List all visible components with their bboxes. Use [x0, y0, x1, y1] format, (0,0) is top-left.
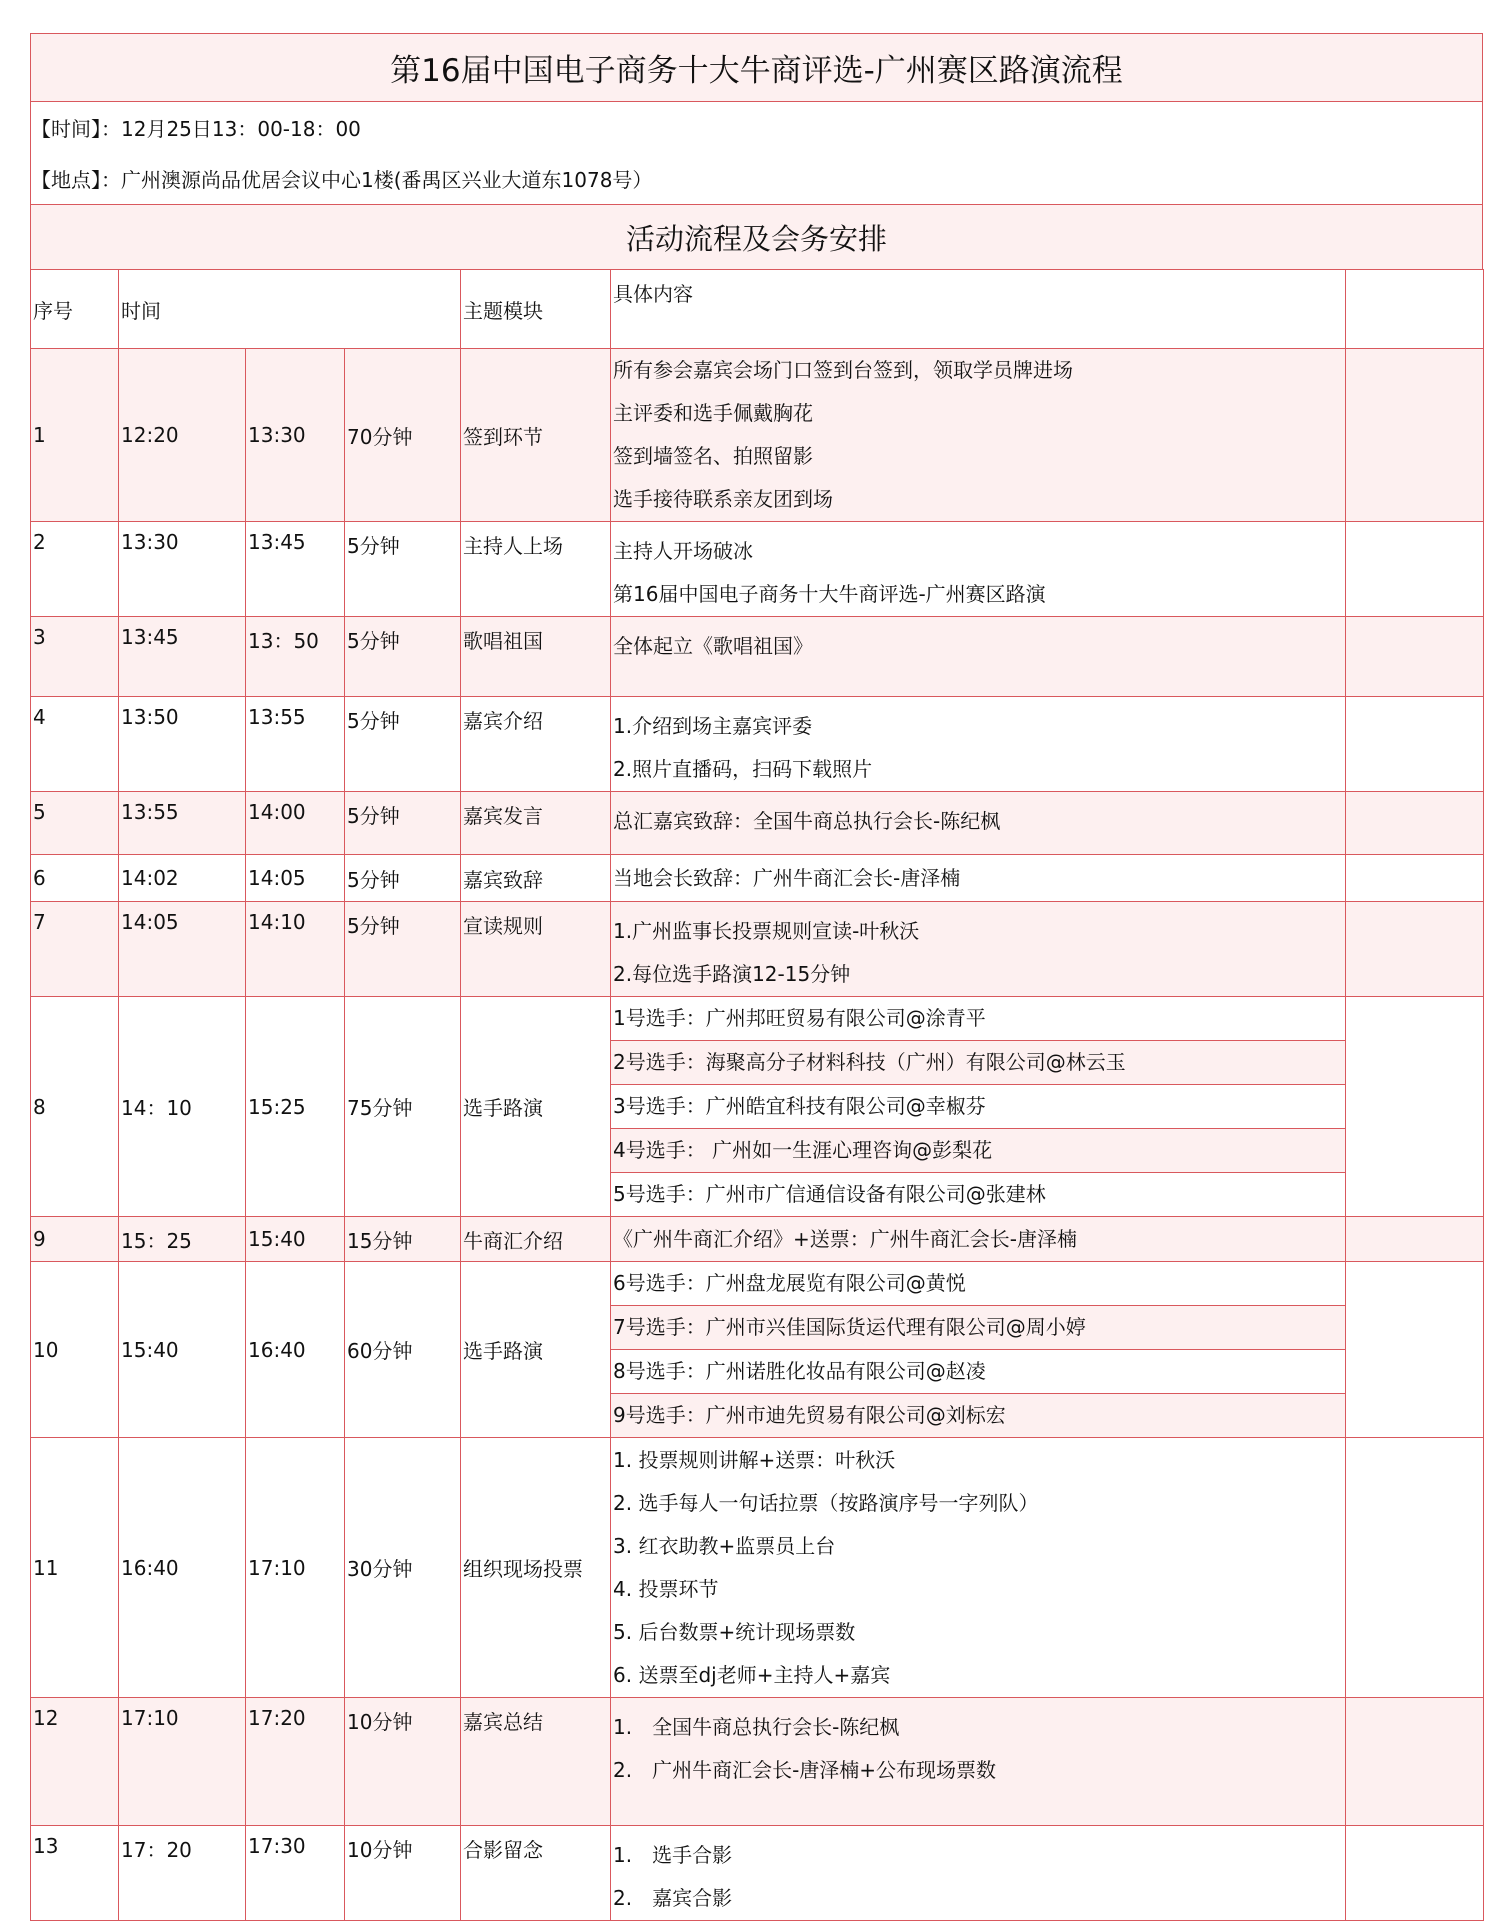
row-end-time: 15:40 [246, 1217, 345, 1262]
header-blank [1346, 270, 1484, 349]
content-line: 5. 后台数票+统计现场票数 [613, 1619, 856, 1644]
content-line: 主持人开场破冰 [613, 539, 753, 563]
row-module: 选手路演 [461, 1262, 611, 1438]
content-line: 1. 投票规则讲解+送票：叶秋沃 [613, 1447, 896, 1472]
row-seq: 7 [31, 902, 119, 997]
row-blank [1346, 1438, 1484, 1698]
time-label: 【时间】： [31, 117, 121, 141]
table-row [31, 697, 1484, 792]
row-duration: 75分钟 [345, 997, 461, 1217]
header-time: 时间 [119, 270, 461, 349]
row-duration: 5分钟 [345, 855, 461, 902]
content-line: 选手接待联系亲友团到场 [613, 487, 833, 511]
table-row [31, 617, 1484, 697]
row-seq: 12 [31, 1698, 119, 1826]
row-start-time: 14:05 [119, 902, 246, 997]
row-module: 合影留念 [461, 1826, 611, 1921]
content-line: 8号选手：广州诺胜化妆品有限公司@赵凌 [611, 1350, 1345, 1394]
row-module: 牛商汇介绍 [461, 1217, 611, 1262]
content-line: 主评委和选手佩戴胸花 [613, 401, 813, 425]
content-lines [613, 857, 1343, 900]
row-seq: 11 [31, 1438, 119, 1698]
location-label: 【地点】： [31, 168, 121, 192]
row-blank [1346, 792, 1484, 855]
row-content [611, 1438, 1346, 1698]
content-line: 当地会长致辞：广州牛商汇会长-唐泽楠 [613, 865, 961, 890]
content-line: 总汇嘉宾致辞：全国牛商总执行会长-陈纪枫 [613, 809, 1001, 833]
row-duration: 70分钟 [345, 349, 461, 522]
section-title: 活动流程及会务安排 [30, 204, 1483, 269]
content-lines [613, 1439, 1343, 1697]
row-duration: 60分钟 [345, 1262, 461, 1438]
row-seq: 2 [31, 522, 119, 617]
row-end-time: 13:30 [246, 349, 345, 522]
header-content: 具体内容 [611, 270, 1346, 349]
row-module: 主持人上场 [461, 522, 611, 617]
content-line: 2.照片直播码，扫码下载照片 [613, 757, 873, 781]
page-title: 第16届中国电子商务十大牛商评选-广州赛区路演流程 [30, 33, 1483, 101]
content-line: 1. 全国牛商总执行会长-陈纪枫 [613, 1715, 900, 1739]
location-value: 广州澳源尚品优居会议中心1楼(番禺区兴业大道东1078号） [121, 168, 653, 192]
row-start-time: 13:45 [119, 617, 246, 697]
row-seq: 8 [31, 997, 119, 1217]
row-end-time: 17:30 [246, 1826, 345, 1921]
row-seq: 9 [31, 1217, 119, 1262]
row-duration: 5分钟 [345, 792, 461, 855]
content-line: 全体起立《歌唱祖国》 [613, 634, 813, 658]
row-module: 宣读规则 [461, 902, 611, 997]
row-blank [1346, 1262, 1484, 1438]
location-row [30, 153, 1483, 204]
table-row [31, 792, 1484, 855]
row-seq: 6 [31, 855, 119, 902]
row-content [611, 617, 1346, 697]
row-module: 组织现场投票 [461, 1438, 611, 1698]
content-lines [613, 1706, 1343, 1792]
row-module: 嘉宾发言 [461, 792, 611, 855]
row-module: 签到环节 [461, 349, 611, 522]
row-end-time: 17:20 [246, 1698, 345, 1826]
table-row [31, 522, 1484, 617]
row-blank [1346, 997, 1484, 1217]
row-end-time: 14:00 [246, 792, 345, 855]
row-end-time: 13:55 [246, 697, 345, 792]
content-line: 所有参会嘉宾会场门口签到台签到，领取学员牌进场 [613, 358, 1073, 382]
row-end-time: 14:10 [246, 902, 345, 997]
content-line: 签到墙签名、拍照留影 [613, 444, 813, 468]
row-start-time: 15:40 [119, 1262, 246, 1438]
content-lines [613, 1218, 1343, 1261]
row-content [611, 902, 1346, 997]
header-seq: 序号 [31, 270, 119, 349]
row-duration: 5分钟 [345, 522, 461, 617]
table-row [31, 1826, 1484, 1921]
row-module: 嘉宾总结 [461, 1698, 611, 1826]
schedule-table [30, 269, 1484, 1921]
row-start-time: 15：25 [119, 1217, 246, 1262]
content-lines [613, 1834, 1343, 1920]
row-end-time: 16:40 [246, 1262, 345, 1438]
content-lines [613, 625, 1343, 668]
content-line: 9号选手：广州市迪先贸易有限公司@刘标宏 [611, 1394, 1345, 1437]
row-blank [1346, 1826, 1484, 1921]
row-blank [1346, 902, 1484, 997]
row-module: 选手路演 [461, 997, 611, 1217]
header-module: 主题模块 [461, 270, 611, 349]
content-line: 2. 选手每人一句话拉票（按路演序号一字列队） [613, 1490, 1039, 1515]
content-lines [613, 800, 1343, 843]
row-content [611, 997, 1346, 1217]
content-line: 4. 投票环节 [613, 1576, 719, 1601]
row-duration: 5分钟 [345, 697, 461, 792]
row-blank [1346, 349, 1484, 522]
row-start-time: 17:10 [119, 1698, 246, 1826]
row-content [611, 697, 1346, 792]
content-line: 2. 嘉宾合影 [613, 1886, 733, 1910]
row-content [611, 1262, 1346, 1438]
content-line: 5号选手：广州市广信通信设备有限公司@张建林 [613, 1182, 1046, 1206]
row-start-time: 12:20 [119, 349, 246, 522]
content-line: 1. 选手合影 [613, 1843, 733, 1867]
table-row [31, 1217, 1484, 1262]
content-line: 1.介绍到场主嘉宾评委 [613, 714, 813, 738]
content-line: 2号选手：海聚高分子材料科技（广州）有限公司@林云玉 [611, 1041, 1345, 1085]
row-start-time: 13:50 [119, 697, 246, 792]
time-row [30, 101, 1483, 153]
row-end-time: 14:05 [246, 855, 345, 902]
table-row [31, 1262, 1484, 1438]
content-lines [613, 910, 1343, 996]
row-seq: 1 [31, 349, 119, 522]
content-line: 1.广州监事长投票规则宣读-叶秋沃 [613, 919, 920, 943]
row-blank [1346, 1698, 1484, 1826]
row-content [611, 1217, 1346, 1262]
content-line: 7号选手：广州市兴佳国际货运代理有限公司@周小婷 [611, 1306, 1345, 1350]
row-seq: 4 [31, 697, 119, 792]
time-value: 12月25日13：00-18：00 [121, 117, 361, 141]
row-content [611, 349, 1346, 522]
row-start-time: 13:30 [119, 522, 246, 617]
content-line: 4号选手： 广州如一生涯心理咨询@彭梨花 [611, 1129, 1345, 1173]
row-start-time: 14:02 [119, 855, 246, 902]
content-line: 2.每位选手路演12-15分钟 [613, 962, 851, 986]
row-blank [1346, 617, 1484, 697]
row-duration: 10分钟 [345, 1826, 461, 1921]
row-start-time: 16:40 [119, 1438, 246, 1698]
row-end-time: 13：50 [246, 617, 345, 697]
row-module: 嘉宾致辞 [461, 855, 611, 902]
content-lines [613, 705, 1343, 791]
row-start-time: 13:55 [119, 792, 246, 855]
content-line: 3号选手：广州皓宜科技有限公司@幸椒芬 [611, 1085, 1345, 1129]
table-row [31, 1438, 1484, 1698]
row-duration: 5分钟 [345, 902, 461, 997]
table-row [31, 855, 1484, 902]
row-duration: 15分钟 [345, 1217, 461, 1262]
row-duration: 10分钟 [345, 1698, 461, 1826]
content-line: 3. 红衣助教+监票员上台 [613, 1533, 836, 1558]
row-seq: 3 [31, 617, 119, 697]
content-lines [613, 349, 1343, 521]
table-row [31, 997, 1484, 1217]
content-line: 2. 广州牛商汇会长-唐泽楠+公布现场票数 [613, 1758, 997, 1782]
row-duration: 5分钟 [345, 617, 461, 697]
row-content [611, 855, 1346, 902]
row-start-time: 17：20 [119, 1826, 246, 1921]
row-content [611, 1698, 1346, 1826]
row-content [611, 792, 1346, 855]
content-line: 6号选手：广州盘龙展览有限公司@黄悦 [611, 1262, 1345, 1306]
row-seq: 13 [31, 1826, 119, 1921]
row-start-time: 14：10 [119, 997, 246, 1217]
row-end-time: 13:45 [246, 522, 345, 617]
row-blank [1346, 1217, 1484, 1262]
row-end-time: 15:25 [246, 997, 345, 1217]
content-line: 《广州牛商汇介绍》+送票：广州牛商汇会长-唐泽楠 [613, 1226, 1077, 1251]
row-blank [1346, 855, 1484, 902]
row-content [611, 522, 1346, 617]
row-module: 歌唱祖国 [461, 617, 611, 697]
header-row [31, 270, 1484, 349]
content-line: 1号选手：广州邦旺贸易有限公司@涂青平 [611, 997, 1345, 1041]
row-content [611, 1826, 1346, 1921]
row-module: 嘉宾介绍 [461, 697, 611, 792]
table-row [31, 1698, 1484, 1826]
content-line: 6. 送票至dj老师+主持人+嘉宾 [613, 1662, 891, 1687]
table-row [31, 349, 1484, 522]
row-blank [1346, 697, 1484, 792]
row-duration: 30分钟 [345, 1438, 461, 1698]
row-blank [1346, 522, 1484, 617]
row-end-time: 17:10 [246, 1438, 345, 1698]
row-seq: 5 [31, 792, 119, 855]
table-row [31, 902, 1484, 997]
row-seq: 10 [31, 1262, 119, 1438]
content-lines [613, 530, 1343, 616]
content-line: 第16届中国电子商务十大牛商评选-广州赛区路演 [613, 582, 1046, 606]
